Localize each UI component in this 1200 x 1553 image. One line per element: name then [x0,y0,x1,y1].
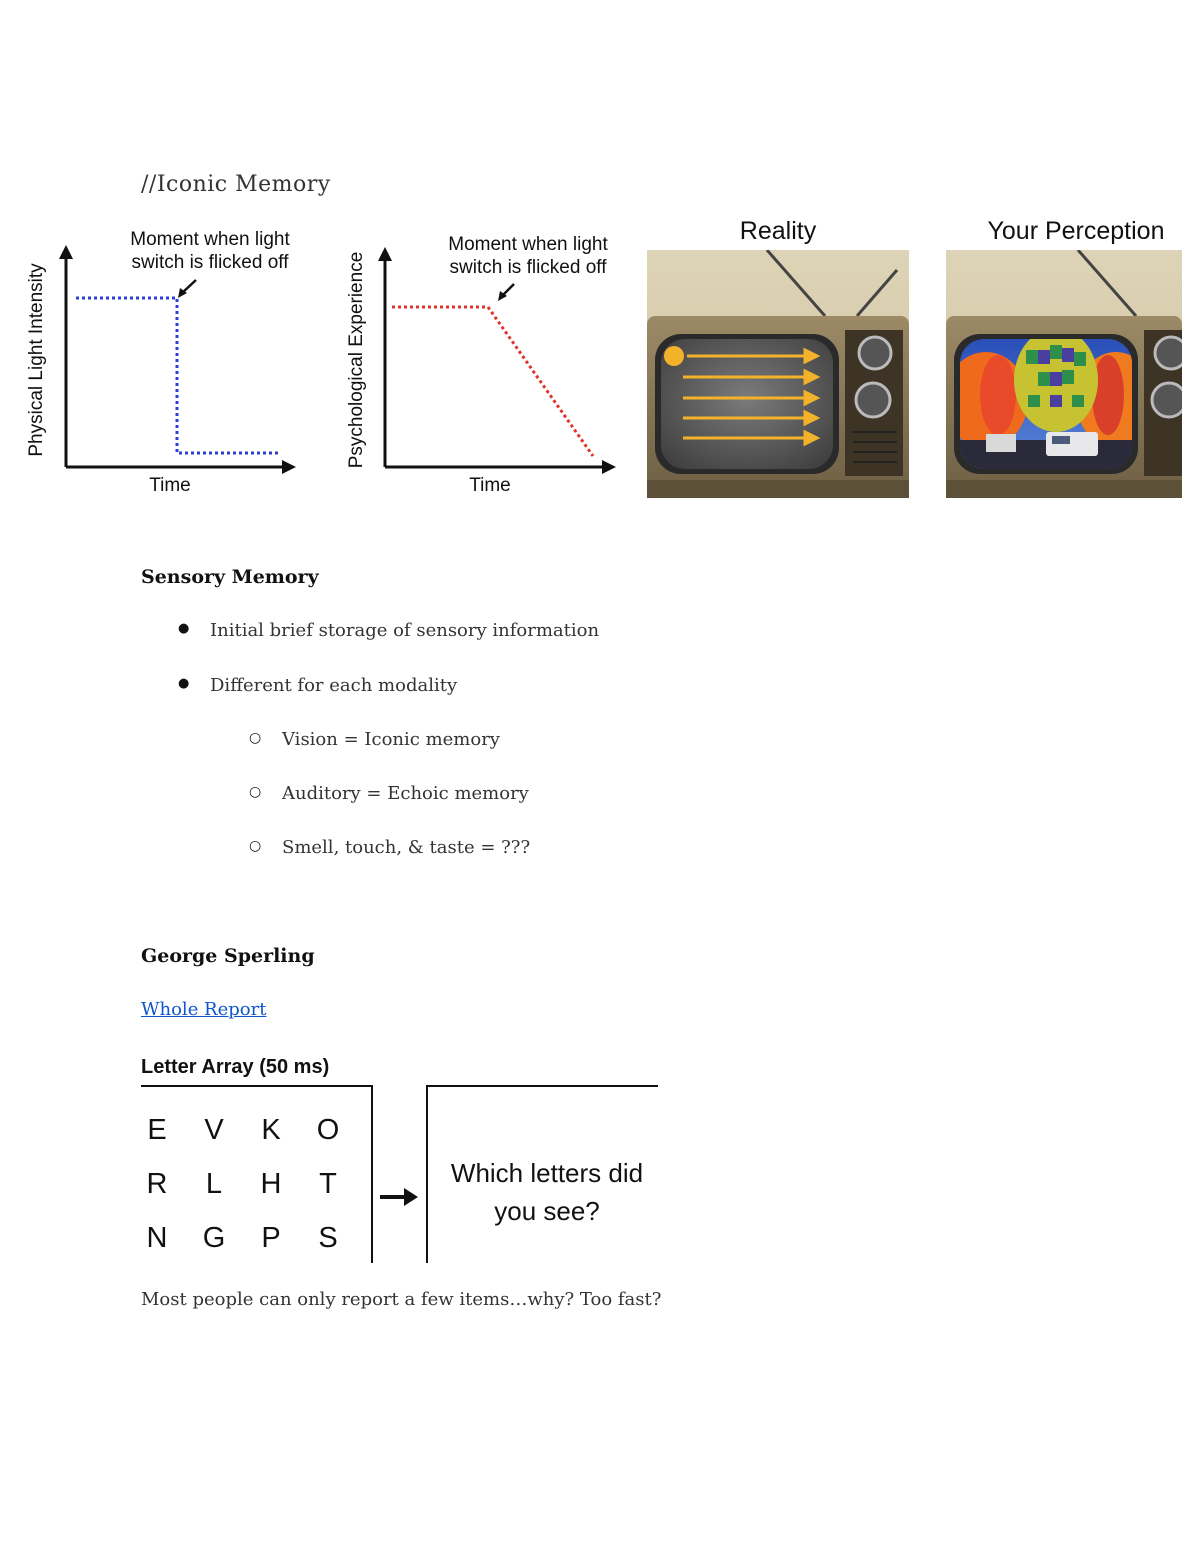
annotation-line-1: Moment when light [130,229,290,250]
y-axis-label: Physical Light Intensity [26,263,47,457]
x-axis-arrow [282,460,296,474]
sub-bullet-item: ○ Vision = Iconic memory [282,729,500,750]
letter: N [146,1222,168,1254]
bullet-item: ● Different for each modality [210,675,457,696]
prompt-text [432,1154,662,1230]
letter: P [261,1222,281,1254]
y-axis-arrow [59,245,73,259]
bullet-item: ● Initial brief storage of sensory information [210,620,599,641]
perception-label: Your Perception [987,217,1165,245]
psychological-experience-figure [340,230,630,500]
prompt-top-border [426,1085,658,1087]
x-axis-arrow [602,460,616,474]
page-title: //Iconic Memory [141,172,331,197]
right-arrow-icon [378,1185,420,1209]
letter-array-title: Letter Array (50 ms) [141,1056,330,1078]
array-right-border [371,1085,373,1263]
light-dot [664,346,684,366]
letter: S [318,1222,338,1254]
letter: K [261,1114,281,1146]
sub-bullet-item: ○ Auditory = Echoic memory [282,783,529,804]
y-axis-arrow [378,247,392,261]
tv-reality-image [647,250,909,498]
light-intensity-series [76,298,278,453]
annotation-line-1: Moment when light [448,234,608,255]
tv-knob-top [859,337,891,369]
annotation-line-2: switch is flicked off [449,257,607,278]
y-axis-label: Psychological Experience [346,251,367,469]
reality-label: Reality [739,217,817,245]
psychological-series [392,307,593,456]
prompt-left-border [426,1085,428,1263]
tv-knob-bottom [856,383,890,417]
light-intensity-figure [20,225,320,500]
array-top-border [141,1085,373,1087]
letter: E [147,1114,167,1146]
tv-knob-top [1155,337,1182,369]
balloon-scene [946,328,1156,469]
prompt-line-2: you see? [494,1196,600,1226]
sub-bullet-item: ○ Smell, touch, & taste = ??? [282,837,530,858]
letter: L [205,1168,223,1200]
tv-perception-image [946,250,1182,498]
whole-report-link[interactable]: Whole Report [141,999,267,1020]
tv-knob-bottom [1152,383,1182,417]
letter: G [202,1222,226,1254]
letter: T [319,1168,337,1200]
sensory-memory-heading: Sensory Memory [141,566,319,588]
letter: H [260,1168,282,1200]
sperling-heading: George Sperling [141,945,315,967]
prompt-line-1: Which letters did [450,1158,644,1188]
caption-text: Most people can only report a few items…why? Too fast? [141,1289,662,1310]
x-axis-label: Time [149,475,191,496]
letter: O [316,1114,340,1146]
letter: R [146,1168,168,1200]
x-axis-label: Time [469,475,511,496]
annotation-line-2: switch is flicked off [131,252,289,273]
letter: V [204,1114,224,1146]
